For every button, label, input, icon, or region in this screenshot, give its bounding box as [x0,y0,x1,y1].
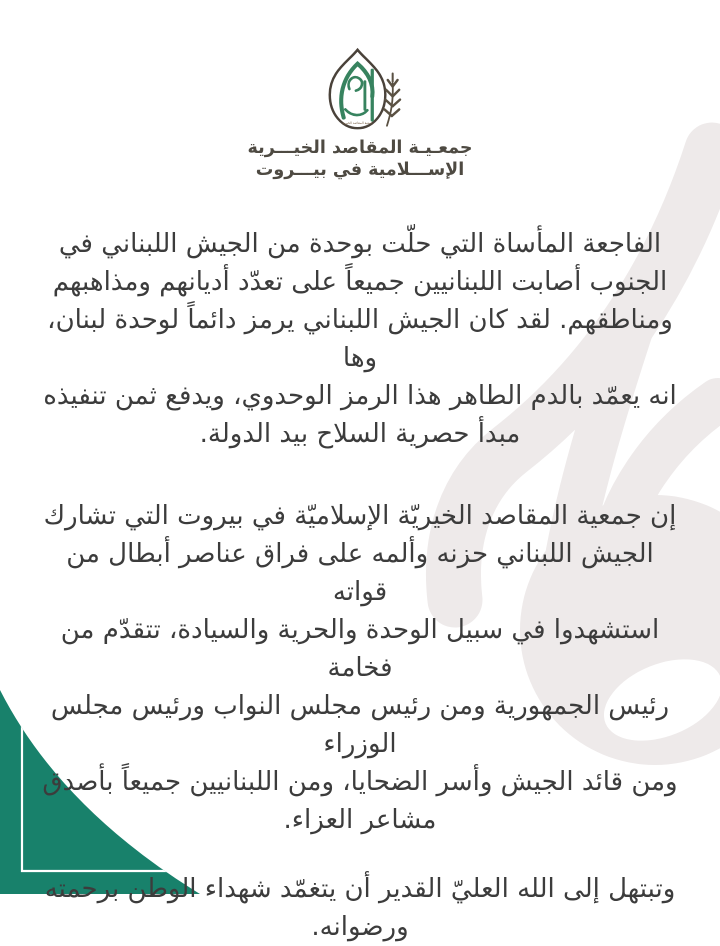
text-line: ومناطقهم. لقد كان الجيش اللبناني يرمز دائماً لوحدة لبنان، وها [47,305,673,373]
wheat-icon [385,73,401,125]
text-line: مبدأ حصرية السلاح بيد الدولة. [199,419,521,449]
text-line: استشهدوا في سبيل الوحدة والحرية والسيادة، تتقدّم من فخامة [60,615,660,683]
statement-paragraph-3 [36,870,684,946]
text-line: رئيس الجمهورية ومن رئيس مجلس النواب ورئيس مجلس الوزراء [50,691,670,759]
statement-paragraph-1 [36,225,684,453]
text-line: الإســـلامية في بيـــروت [255,159,465,180]
logo-caption: جمعية المقاصد الخيرية [342,121,373,126]
text-line: الجيش اللبناني حزنه وألمه على فراق عناصر أبطال من قواته [66,539,654,607]
text-line: ورضوانه. [311,912,409,942]
makassed-logo-icon [311,44,409,134]
text-line: انه يعمّد بالدم الطاهر هذا الرمز الوحدوي، ويدفع ثمن تنفيذه [43,381,677,411]
text-line: ومن قائد الجيش وأسر الضحايا، ومن اللبنانيين جميعاً بأصدق [42,767,678,797]
statement-paragraph-2 [36,497,684,839]
text-line: الجنوب أصابت اللبنانيين جميعاً على تعدّد أديانهم ومذاهبهم [52,267,668,297]
text-line: وتبتهل إلى الله العليّ القدير أن يتغمّد شهداء الوطن برحمته [44,874,676,904]
text-line: الفاجعة المأساة التي حلّت بوحدة من الجيش اللبناني في [58,229,662,259]
text-line: جمعـيـة المقاصد الخيـــرية [247,138,473,158]
org-name [0,138,720,181]
text-line: إن جمعية المقاصد الخيريّة الإسلاميّة في بيروت التي تشارك [43,501,677,531]
text-line: مشاعر العزاء. [283,805,437,835]
